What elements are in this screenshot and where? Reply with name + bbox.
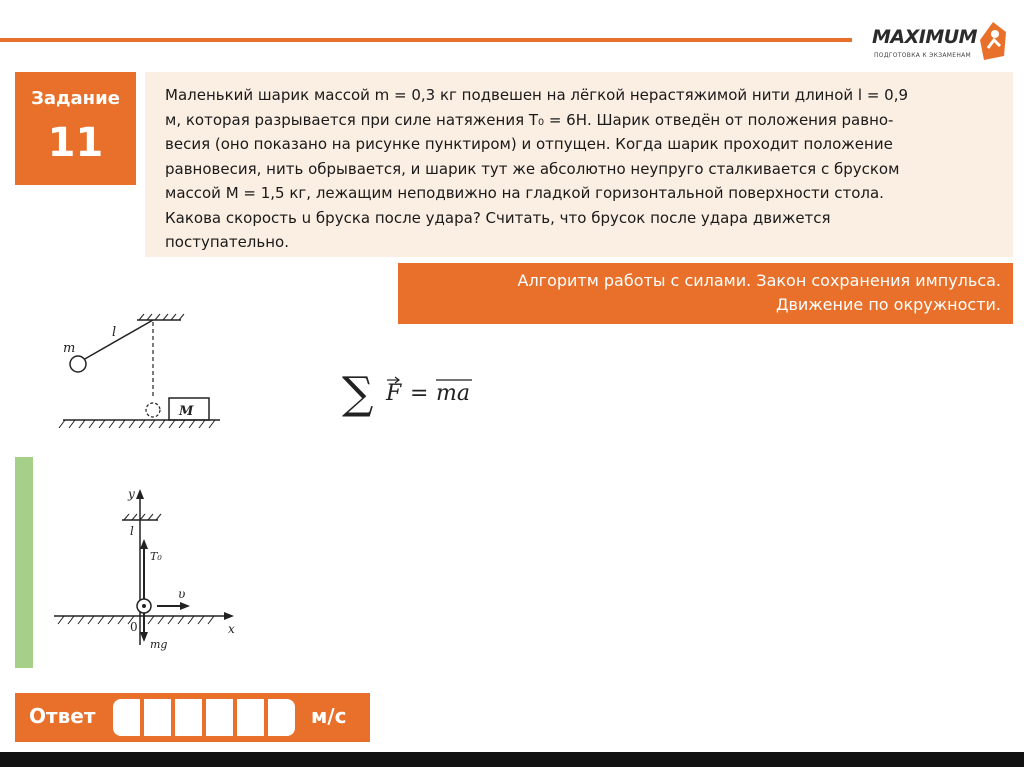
label-x: x (228, 622, 235, 636)
task-number-box (15, 72, 136, 185)
label-mg: mg (150, 638, 168, 651)
gravity-arrow-icon (140, 632, 148, 642)
answer-cell-3[interactable] (175, 699, 202, 736)
algorithm-line-1: Алгоритм работы с силами. Закон сохранения импульса. (517, 271, 1001, 290)
answer-cell-4[interactable] (206, 699, 233, 736)
label-l-2: l (130, 524, 134, 538)
formula-force: F (386, 381, 402, 406)
newton-formula (340, 362, 490, 422)
ceiling-hatching (139, 314, 184, 320)
problem-line: м, которая разрывается при силе натяжения T₀ = 6Н. Шарик отведён от положения равно- (165, 110, 894, 129)
answer-cell-2[interactable] (144, 699, 171, 736)
answer-cell-6[interactable] (268, 699, 295, 736)
label-m: m (63, 341, 76, 356)
problem-line: Какова скорость u бруска после удара? Считать, что брусок после удара движется (165, 208, 831, 227)
algorithm-line-2: Движение по окружности. (775, 295, 1001, 314)
answer-bar (15, 693, 370, 742)
label-y: y (128, 487, 135, 501)
problem-text (165, 83, 1000, 255)
equilibrium-ball (146, 403, 160, 417)
logo-figure-icon (976, 18, 1010, 62)
label-v: υ (178, 587, 186, 601)
sum-symbol: ∑ (342, 368, 374, 419)
formula-ma: ma (436, 381, 470, 406)
label-M: M (179, 404, 194, 419)
maximum-logo (872, 18, 1012, 68)
problem-line: весия (оно показано на рисунке пунктиром) и отпущен. Когда шарик проходит положение (165, 135, 893, 153)
force-diagram (50, 485, 250, 655)
algorithm-banner (398, 263, 1013, 324)
header-divider (0, 38, 852, 42)
footer-strip (0, 752, 1024, 767)
task-label: Задание (31, 88, 120, 109)
y-axis-arrow-icon (136, 489, 144, 499)
answer-unit: м/с (311, 704, 347, 728)
ceiling-hatching-2 (124, 514, 161, 520)
ball (70, 356, 86, 372)
x-axis-arrow-icon (224, 612, 234, 620)
label-T0: T₀ (150, 550, 162, 563)
logo-text: MAXIMUM (872, 26, 978, 48)
answer-label: Ответ (29, 704, 96, 728)
formula-equals: = (410, 381, 429, 406)
label-origin: 0 (130, 620, 138, 634)
answer-cell-1[interactable] (113, 699, 140, 736)
velocity-arrow-icon (180, 602, 190, 610)
problem-line: равновесия, нить обрывается, и шарик тут же абсолютно неупруго сталкивается с бруском (165, 159, 900, 178)
answer-cell-5[interactable] (237, 699, 264, 736)
problem-line: массой M = 1,5 кг, лежащим неподвижно на гладкой горизонтальной поверхности стола. (165, 184, 884, 202)
green-accent-bar (15, 457, 33, 668)
logo-subtitle: ПОДГОТОВКА К ЭКЗАМЕНАМ (874, 52, 972, 59)
task-number: 11 (47, 120, 104, 166)
ball-center (142, 604, 146, 608)
table-hatching (59, 420, 215, 428)
problem-statement (145, 72, 1013, 257)
tension-arrow-icon (140, 539, 148, 549)
problem-line: поступательно. (165, 233, 289, 251)
string-line (83, 320, 153, 360)
label-l: l (112, 325, 117, 340)
pendulum-figure (55, 300, 225, 440)
problem-line: Маленький шарик массой m = 0,3 кг подвешен на лёгкой нерастяжимой нити длиной l = 0,9 (165, 86, 909, 104)
